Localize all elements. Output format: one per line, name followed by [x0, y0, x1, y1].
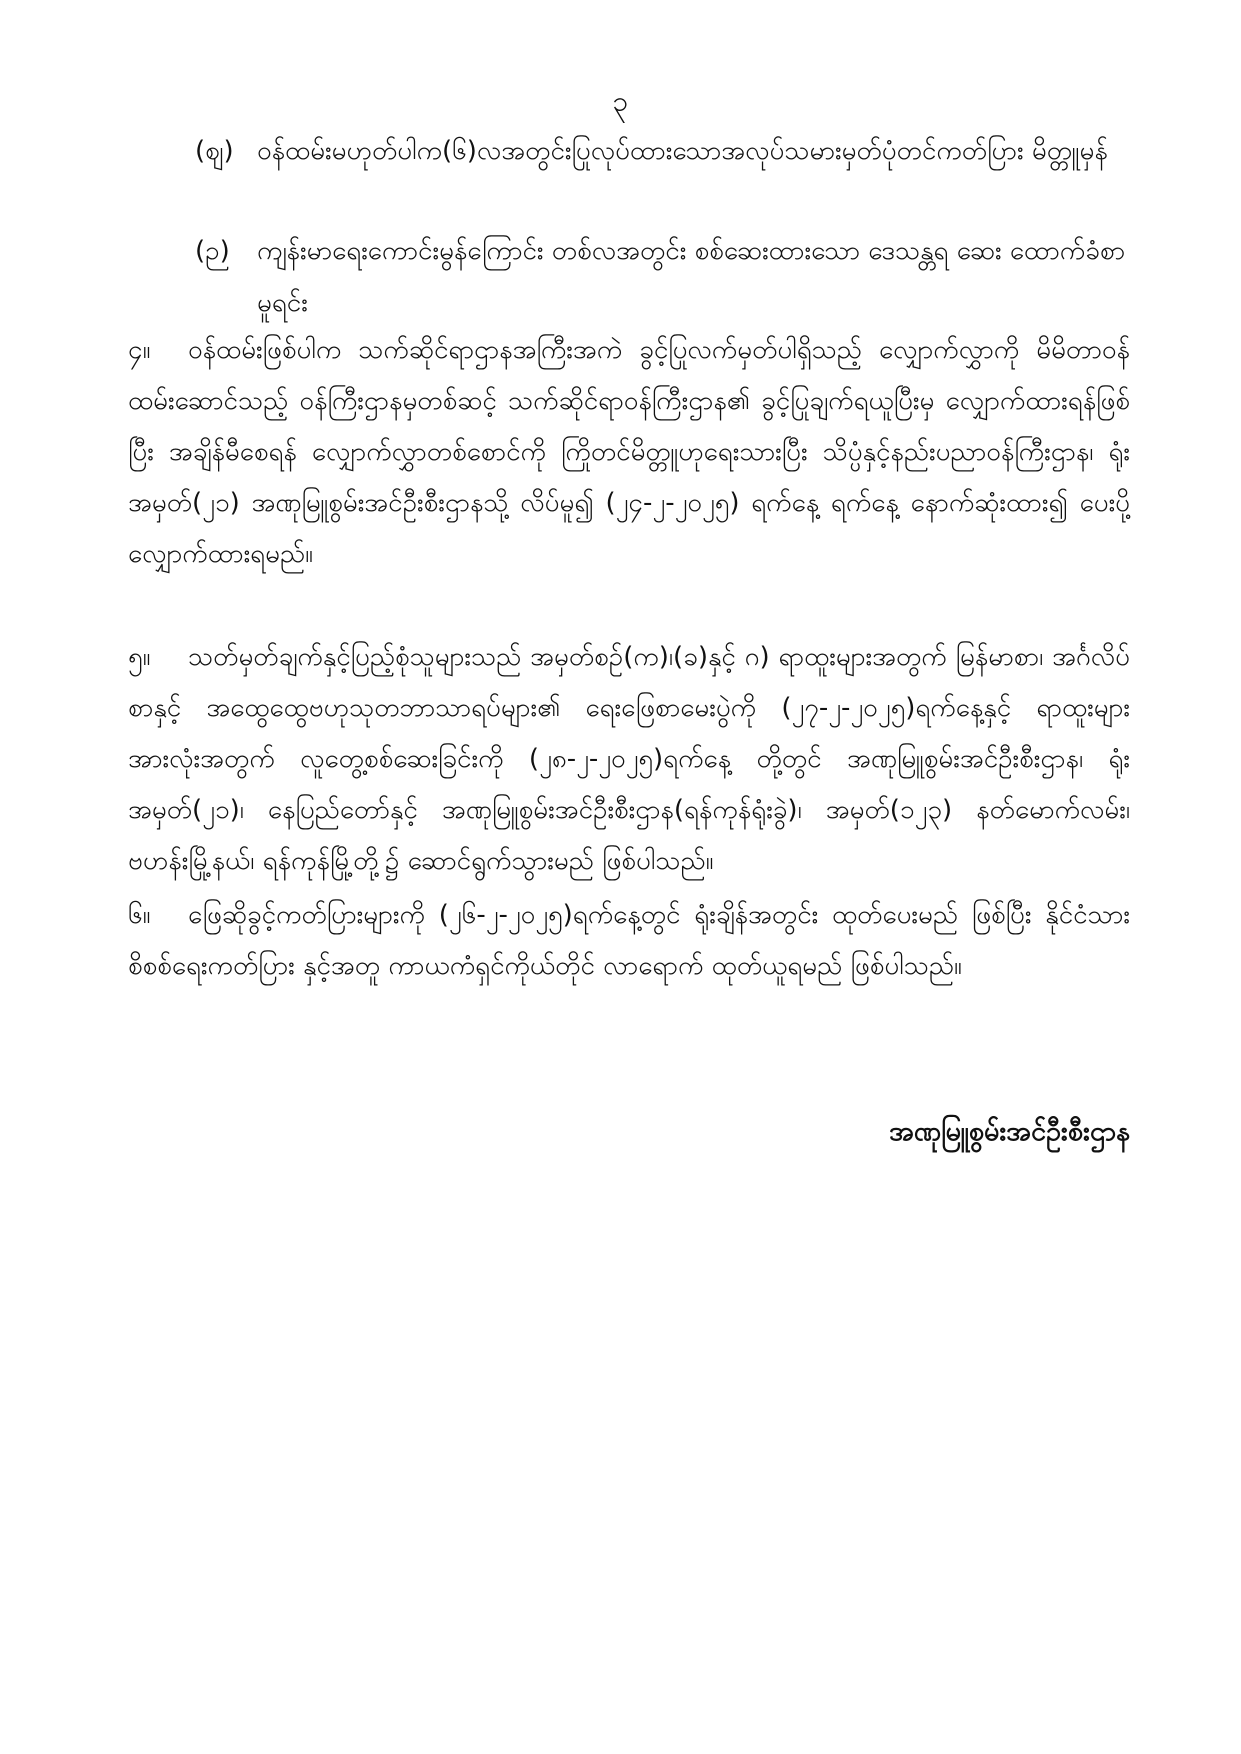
paragraph-number: ၆။	[128, 900, 151, 930]
list-item-nya	[195, 225, 1130, 329]
paragraph-number: ၄။	[128, 335, 151, 365]
list-item-marker: (ဈ)	[195, 136, 234, 166]
paragraph-number: ၅။	[128, 642, 151, 672]
paragraph-5	[128, 632, 1130, 887]
list-item-text: ဝန်ထမ်းမဟုတ်ပါက(၆)လအတွင်းပြုလုပ်ထားသောအလုပ်သမားမှတ်ပုံတင်ကတ်ပြား မိတ္တူမှန်	[257, 136, 1108, 166]
list-item-text: ကျန်းမာရေးကောင်းမွန်ကြောင်း တစ်လအတွင်း စစ်ဆေးထားသော ဒေသန္တရ ဆေး ထောက်ခံစာမူရင်း	[257, 236, 1126, 318]
list-item-marker: (ဉ)	[195, 236, 230, 266]
paragraph-text: ဖြေဆိုခွင့်ကတ်ပြားများကို (၂၆-၂-၂၀၂၅)ရက်နေ့တွင် ရုံးချိန်အတွင်း ထုတ်ပေးမည် ဖြစ်ပြီး နိုင်ငံသားစိစစ်ရေးကတ်ပြား နှင့်အတူ ကာယကံရှင်ကိုယ်တိုင် လာရောက် ထုတ်ယူရမည် ဖြစ်ပါသည်။	[128, 900, 1130, 981]
paragraph-4	[128, 325, 1130, 580]
issuing-department-signature: အဏုမြူစွမ်းအင်ဦးစီးဌာန	[889, 1116, 1130, 1147]
list-item-jha	[195, 125, 1130, 177]
paragraph-text: သတ်မှတ်ချက်နှင့်ပြည့်စုံသူများသည် အမှတ်စဉ်(က)၊(ခ)နှင့် ဂ) ရာထူးများအတွက် မြန်မာစာ၊ အင်္ဂလိပ်စာနှင့် အထွေထွေဗဟုသုတဘာသာရပ်များ၏ ရေးဖြေစာမေးပွဲကို (၂၇-၂-၂၀၂၅)ရက်နေ့နှင့် ရာထူးများအားလုံးအတွက် လူတွေ့စစ်ဆေးခြင်းကို (၂၈-၂-၂၀၂၅)ရက်နေ့ တို့တွင် အဏုမြူစွမ်းအင်ဦးစီးဌာန၊ ရုံးအမှတ်(၂၁)၊ နေပြည်တော်နှင့် အဏုမြူစွမ်းအင်ဦးစီးဌာန(ရန်ကုန်ရုံးခွဲ)၊ အမှတ်(၁၂၃) နတ်မောက်လမ်း၊ ဗဟန်းမြို့နယ်၊ ရန်ကုန်မြို့တို့၌ ဆောင်ရွက်သွားမည် ဖြစ်ပါသည်။	[128, 642, 1130, 876]
paragraph-6	[128, 890, 1130, 992]
page-number: ၃	[612, 85, 629, 118]
paragraph-text: ဝန်ထမ်းဖြစ်ပါက သက်ဆိုင်ရာဌာနအကြီးအကဲ ခွင့်ပြုလက်မှတ်ပါရှိသည့် လျှောက်လွှာကို မိမိတာဝန်ထမ်းဆောင်သည့် ဝန်ကြီးဌာနမှတစ်ဆင့် သက်ဆိုင်ရာဝန်ကြီးဌာန၏ ခွင့်ပြုချက်ရယူပြီးမှ လျှောက်ထားရန်ဖြစ်ပြီး အချိန်မီစေရန် လျှောက်လွှာတစ်စောင်ကို ကြိုတင်မိတ္တူဟုရေးသားပြီး သိပ္ပံနှင့်နည်းပညာဝန်ကြီးဌာန၊ ရုံးအမှတ်(၂၁) အဏုမြူစွမ်းအင်ဦးစီးဌာနသို့ လိပ်မူ၍ (၂၄-၂-၂၀၂၅) ရက်နေ့ ရက်နေ့ နောက်ဆုံးထား၍ ပေးပို့လျှောက်ထားရမည်။	[128, 335, 1130, 569]
